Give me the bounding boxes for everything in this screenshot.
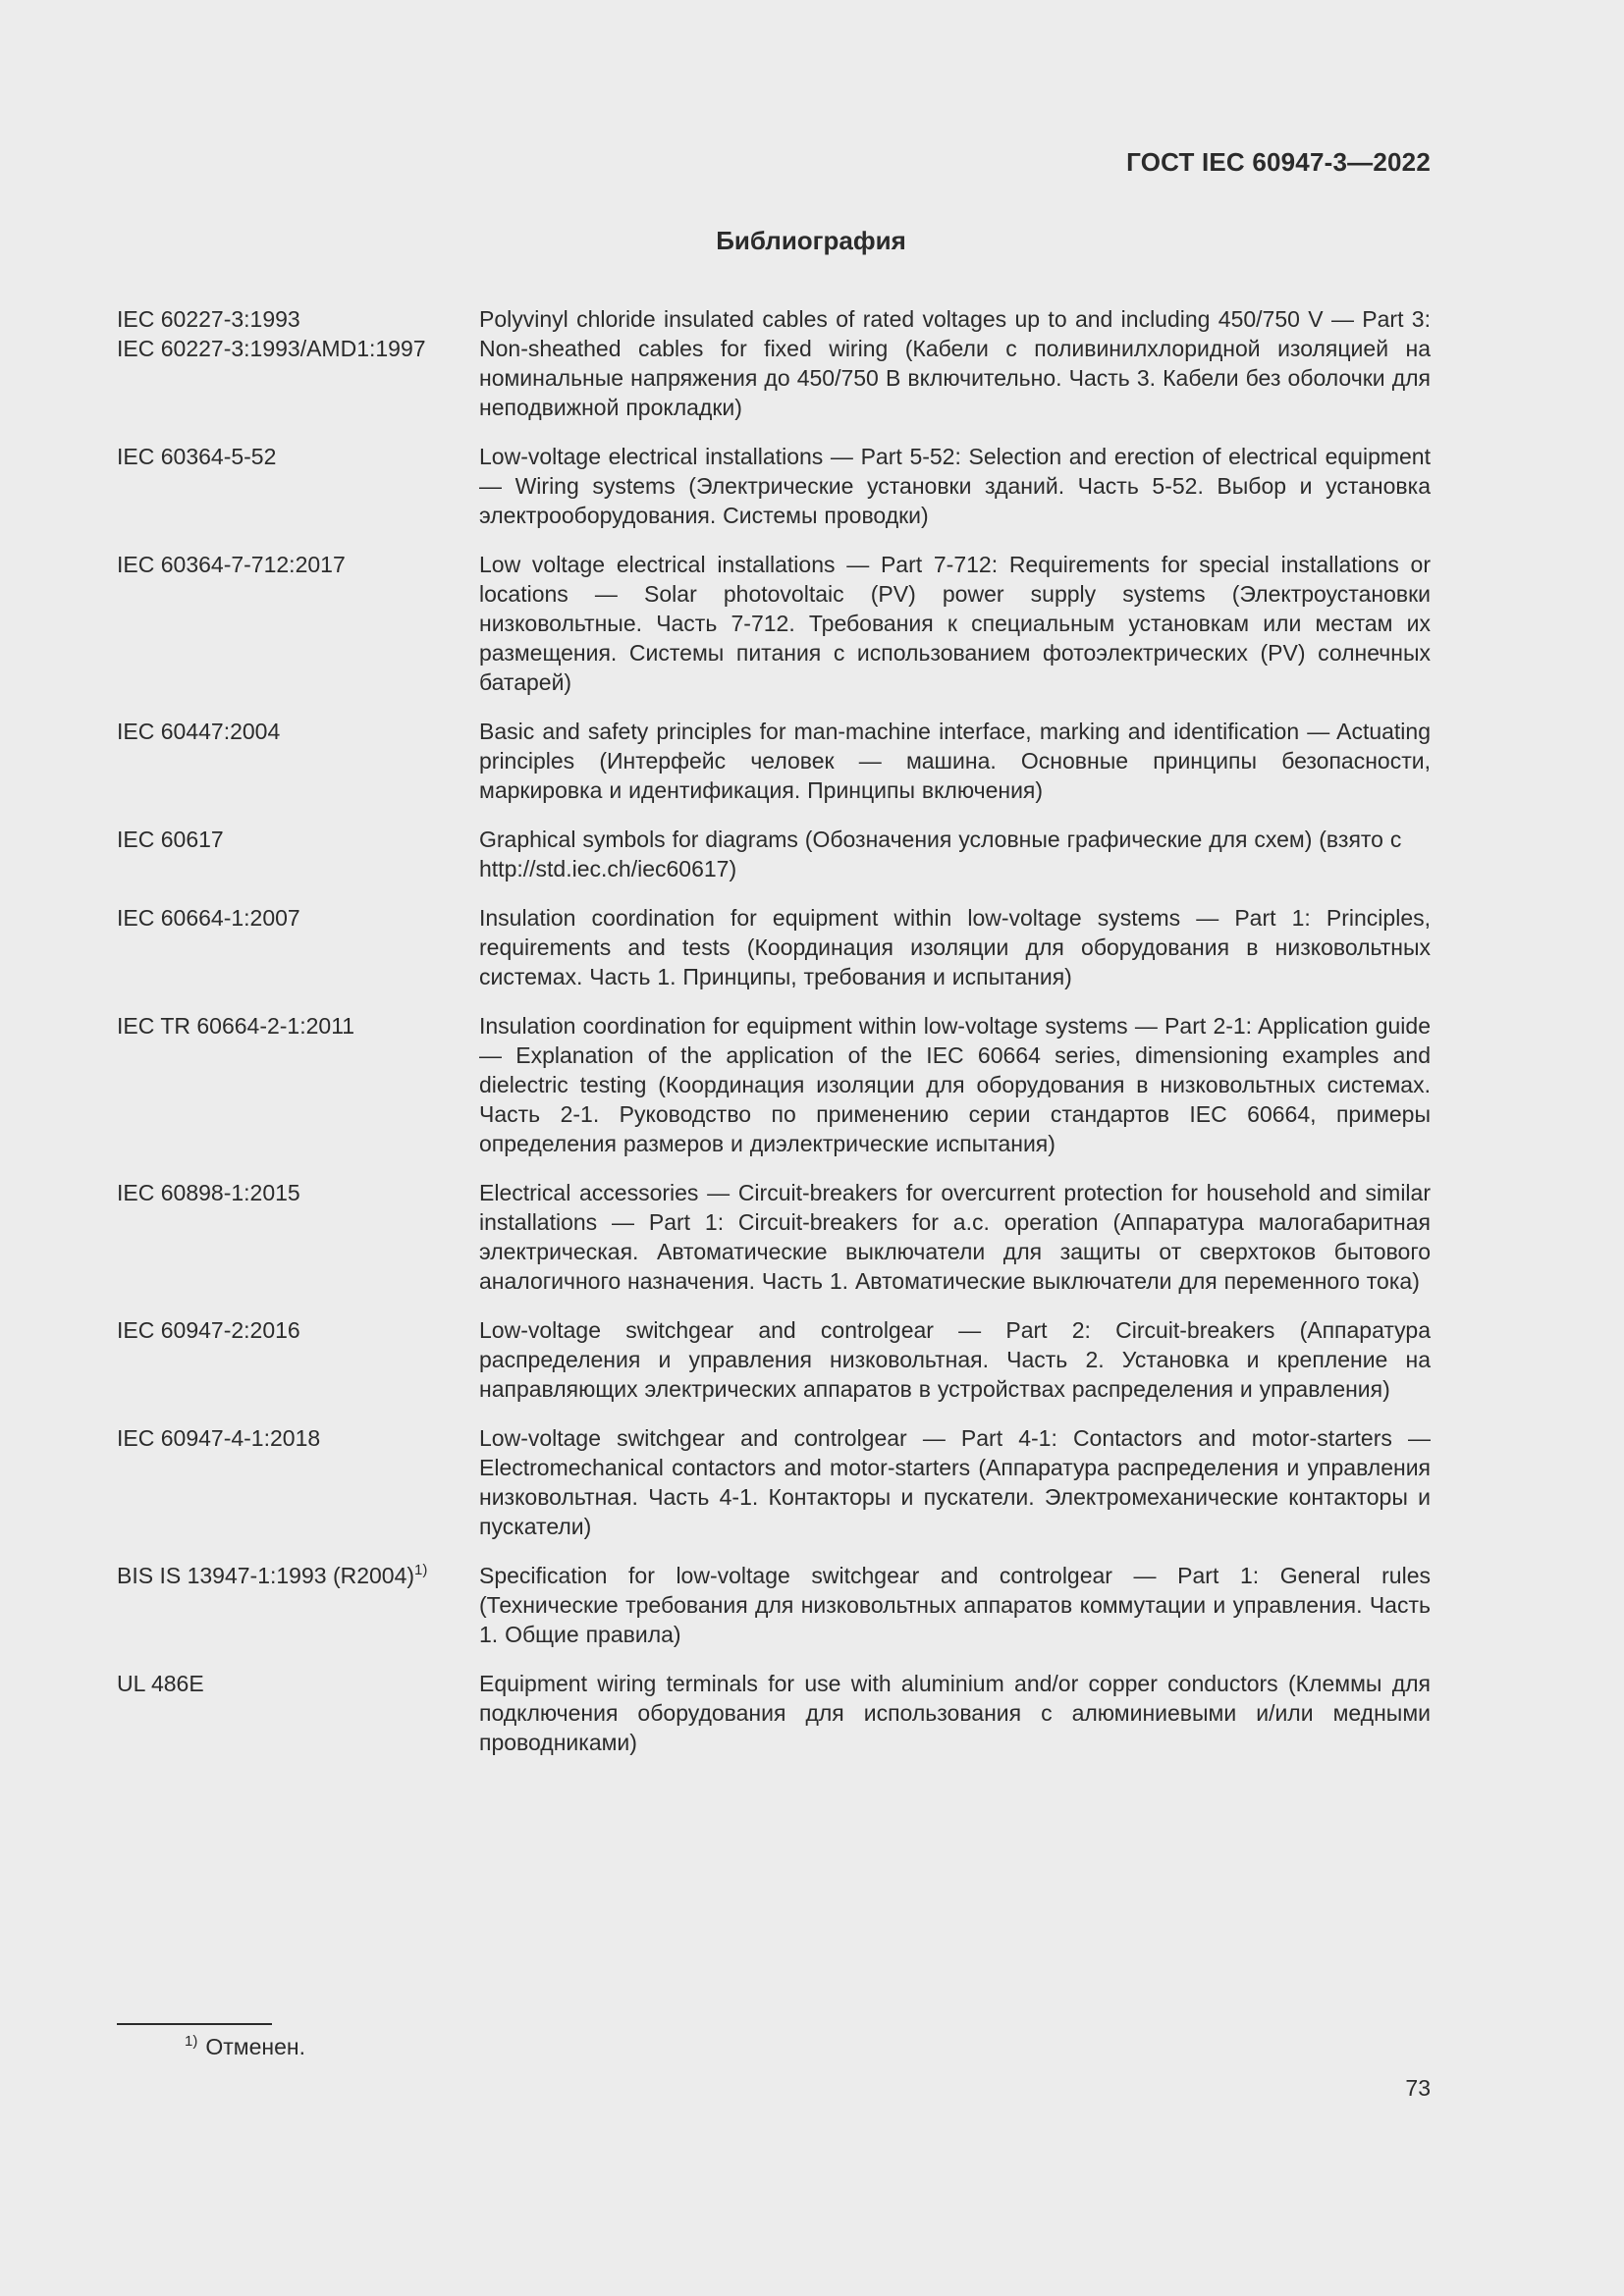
reference-title: Graphical symbols for diagrams (Обозначения условные графические для схем) (взято с http://std.iec.ch/iec60617)	[479, 827, 1402, 881]
section-title: Библиография	[716, 226, 906, 255]
reference-code: IEC 60617	[117, 827, 224, 852]
reference-designation	[117, 1561, 479, 1649]
bibliography-entry	[117, 717, 1431, 805]
reference-designation	[117, 304, 479, 422]
reference-code: IEC 60664-1:2007	[117, 905, 300, 931]
reference-title: Polyvinyl chloride insulated cables of rated voltages up to and including 450/750 V — Part 3: Non-sheathed cables for fixed wiring (Кабели с поливинилхлоридной изоляцией на номинальные напряжения до 450/750 В включительно. Часть 3. Кабели без оболочки для неподвижной прокладки)	[479, 306, 1431, 420]
bibliography-entry	[117, 550, 1431, 697]
reference-title: Basic and safety principles for man-machine interface, marking and identification — Actuating principles (Интерфейс человек — машина. Основные принципы безопасности, маркировка и идентификация. Принципы включения)	[479, 719, 1431, 803]
bibliography-list	[117, 304, 1431, 1777]
footnote-text: Отменен.	[205, 2034, 305, 2059]
page-number: 73	[1405, 2075, 1431, 2101]
reference-title: Low-voltage electrical installations — Part 5-52: Selection and erection of electrical equipment — Wiring systems (Электрические установки зданий. Часть 5-52. Выбор и установка электрооборудования. Системы проводки)	[479, 444, 1431, 528]
reference-designation	[117, 903, 479, 991]
reference-code: IEC TR 60664-2-1:2011	[117, 1013, 355, 1039]
reference-designation	[117, 1011, 479, 1158]
reference-title: Low-voltage switchgear and controlgear — Part 2: Circuit-breakers (Аппаратура распределения и управления низковольтная. Часть 2. Установка и крепление на направляющих электрических аппаратов в устройствах распределения и управления)	[479, 1317, 1431, 1402]
reference-title: Low voltage electrical installations — Part 7-712: Requirements for special installations or locations — Solar photovoltaic (PV) power supply systems (Электроустановки низковольтные. Часть 7-712. Требования к специальным установкам или местам их размещения. Системы питания с использованием фотоэлектрических (PV) солнечных батарей)	[479, 552, 1431, 695]
reference-designation	[117, 1423, 479, 1541]
bibliography-entry	[117, 1315, 1431, 1404]
reference-code: UL 486E	[117, 1671, 204, 1696]
bibliography-entry	[117, 1178, 1431, 1296]
reference-title: Low-voltage switchgear and controlgear — Part 4-1: Contactors and motor-starters — Electromechanical contactors and motor-starters (Аппаратура распределения и управления низковольтная. Часть 4-1. Контакторы и пускатели. Электромеханические контакторы и пускатели)	[479, 1425, 1431, 1539]
reference-title: Specification for low-voltage switchgear and controlgear — Part 1: General rules (Технические требования для низковольтных аппаратов коммутации и управления. Часть 1. Общие правила)	[479, 1563, 1431, 1647]
reference-designation	[117, 1315, 479, 1404]
footnote-reference-mark: 1)	[414, 1562, 428, 1578]
bibliography-entry	[117, 903, 1431, 991]
reference-code: BIS IS 13947-1:1993 (R2004)	[117, 1563, 415, 1588]
reference-title: Insulation coordination for equipment within low-voltage systems — Part 1: Principles, requirements and tests (Координация изоляции для оборудования в низковольтных системах. Часть 1. Принципы, требования и испытания)	[479, 905, 1431, 989]
bibliography-entry	[117, 1561, 1431, 1649]
reference-code: IEC 60364-7-712:2017	[117, 552, 346, 577]
reference-designation	[117, 825, 479, 883]
reference-code: IEC 60947-4-1:2018	[117, 1425, 321, 1451]
bibliography-entry	[117, 1423, 1431, 1541]
reference-title: Equipment wiring terminals for use with aluminium and/or copper conductors (Клеммы для подключения оборудования для использования с алюминиевыми и/или медными проводниками)	[479, 1671, 1431, 1755]
document-code-header: ГОСТ IEC 60947-3—2022	[1126, 147, 1431, 177]
reference-designation	[117, 1178, 479, 1296]
bibliography-entry	[117, 304, 1431, 422]
footnote-mark: 1)	[185, 2033, 198, 2050]
reference-designation	[117, 550, 479, 697]
reference-code-line	[117, 1561, 479, 1590]
footnote-separator	[117, 2023, 272, 2025]
reference-code: IEC 60447:2004	[117, 719, 281, 744]
reference-code: IEC 60227-3:1993/AMD1:1997	[117, 336, 426, 361]
reference-code: IEC 60364-5-52	[117, 444, 277, 469]
reference-designation	[117, 717, 479, 805]
reference-code: IEC 60947-2:2016	[117, 1317, 300, 1343]
footnote	[185, 2032, 305, 2061]
reference-title: Insulation coordination for equipment within low-voltage systems — Part 2-1: Application guide — Explanation of the application of the IEC 60664 series, dimensioning examples and dielectric testing (Координация изоляции для оборудования в низковольтных системах. Часть 2-1. Руководство по применению серии стандартов IEC 60664, примеры определения размеров и диэлектрические испытания)	[479, 1013, 1431, 1156]
bibliography-entry	[117, 1011, 1431, 1158]
reference-designation	[117, 442, 479, 530]
bibliography-entry	[117, 1669, 1431, 1757]
reference-code: IEC 60898-1:2015	[117, 1180, 300, 1205]
bibliography-entry	[117, 442, 1431, 530]
reference-code: IEC 60227-3:1993	[117, 306, 300, 332]
section-title-wrapper	[0, 226, 1545, 256]
reference-designation	[117, 1669, 479, 1757]
reference-title: Electrical accessories — Circuit-breakers for overcurrent protection for household and similar installations — Part 1: Circuit-breakers for a.c. operation (Аппаратура малогабаритная электрическая. Автоматические выключатели для защиты от сверхтоков бытового аналогичного назначения. Часть 1. Автоматические выключатели для переменного тока)	[479, 1180, 1431, 1294]
bibliography-entry	[117, 825, 1431, 883]
